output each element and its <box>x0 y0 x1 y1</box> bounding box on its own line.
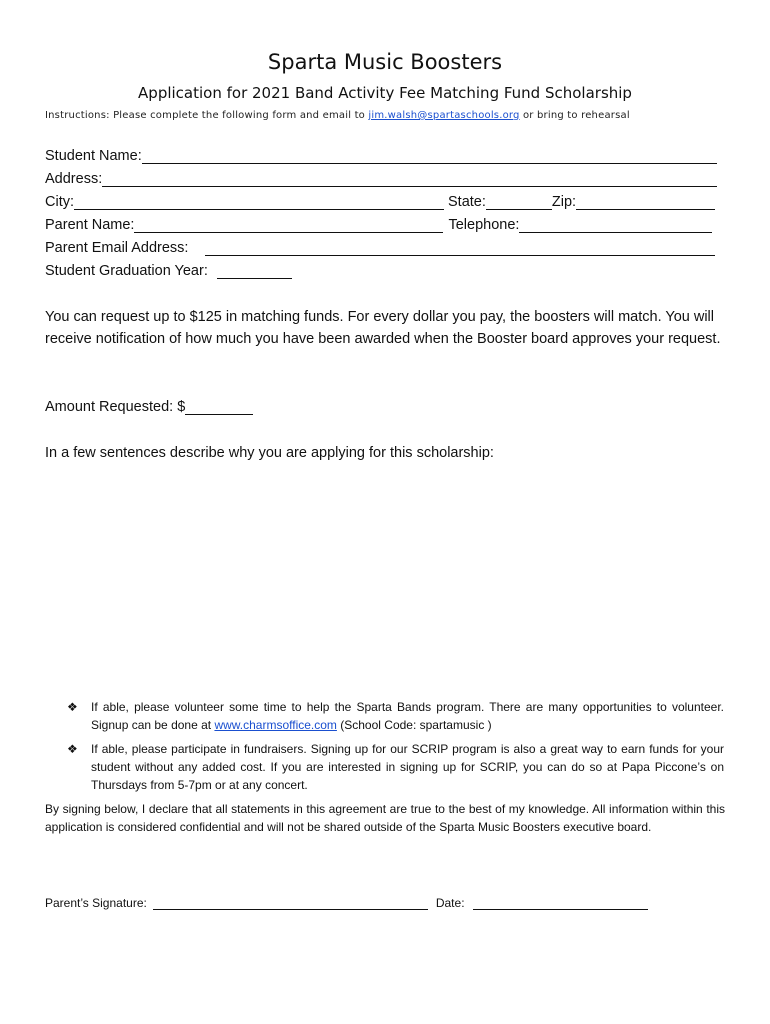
state-label: State: <box>448 194 486 210</box>
volunteer-text <box>91 698 724 734</box>
state-field[interactable] <box>486 195 552 210</box>
zip-label: Zip: <box>551 194 577 210</box>
date-field[interactable] <box>473 899 648 910</box>
city-state-zip-row <box>45 190 715 210</box>
page-subtitle: Application for 2021 Band Activity Fee Matching Fund Scholarship <box>138 84 632 102</box>
parent-email-label: Parent Email Address: <box>45 240 189 256</box>
parent-name-field[interactable] <box>134 218 443 233</box>
signature-row <box>45 896 648 910</box>
bullet-diamond-icon: ❖ <box>67 700 78 714</box>
graduation-year-label: Student Graduation Year: <box>45 263 208 279</box>
telephone-field[interactable] <box>519 218 712 233</box>
graduation-year-row <box>45 259 305 279</box>
parent-signature-field[interactable] <box>153 899 428 910</box>
address-row <box>45 167 717 187</box>
parent-email-field[interactable] <box>205 241 715 256</box>
telephone-label: Telephone: <box>448 217 520 233</box>
instructions <box>45 110 630 121</box>
instructions-email-link[interactable]: jim.walsh@spartaschools.org <box>368 110 520 121</box>
student-name-label: Student Name: <box>45 148 142 164</box>
instructions-suffix: or bring to rehearsal <box>519 110 630 121</box>
describe-prompt: In a few sentences describe why you are applying for this scholarship: <box>45 445 494 461</box>
graduation-year-field[interactable] <box>217 264 292 279</box>
describe-answer-area[interactable] <box>45 472 725 682</box>
city-field[interactable] <box>74 195 444 210</box>
instructions-prefix: Instructions: Please complete the following form and email to <box>45 110 369 121</box>
date-label: Date: <box>435 896 465 910</box>
parent-name-row <box>45 213 712 233</box>
page-title: Sparta Music Boosters <box>267 50 503 74</box>
parent-signature-label: Parent’s Signature: <box>45 896 147 910</box>
student-name-row <box>45 144 717 164</box>
volunteer-text-prefix: If able, please volunteer some time to help the Sparta Bands program. There are many opportunities to volunteer. Signup can be done at <box>91 700 724 732</box>
declaration-text: By signing below, I declare that all statements in this agreement are true to the best of my knowledge. All information within this application is considered confidential and will not be shared outside of the Sparta Music Boosters executive board. <box>45 802 725 834</box>
zip-field[interactable] <box>576 195 715 210</box>
volunteer-text-suffix: (School Code: spartamusic ) <box>336 718 492 732</box>
amount-requested-field[interactable] <box>185 400 253 415</box>
parent-email-row <box>45 236 715 256</box>
matching-info-text: You can request up to $125 in matching funds. For every dollar you pay, the boosters will match. You will receive notification of how much you have been awarded when the Booster board approves your request. <box>45 309 721 347</box>
charmsoffice-link[interactable]: www.charmsoffice.com <box>214 718 337 732</box>
address-field[interactable] <box>102 172 717 187</box>
student-name-field[interactable] <box>142 149 717 164</box>
parent-name-label: Parent Name: <box>45 217 135 233</box>
volunteer-bullet <box>68 698 724 734</box>
amount-requested-label: Amount Requested: $ <box>45 399 186 415</box>
amount-requested-row <box>45 395 265 415</box>
address-label: Address: <box>45 171 103 187</box>
city-label: City: <box>45 194 74 210</box>
fundraiser-text: If able, please participate in fundraisers. Signing up for our SCRIP program is also a great way to earn funds for your student without any added cost. If you are interested in signing up for SCRIP, you can do so at Papa Piccone’s on Thursdays from 5-7pm or at any concert. <box>91 742 724 792</box>
bullet-diamond-icon: ❖ <box>67 742 78 756</box>
fundraiser-bullet <box>68 740 724 794</box>
